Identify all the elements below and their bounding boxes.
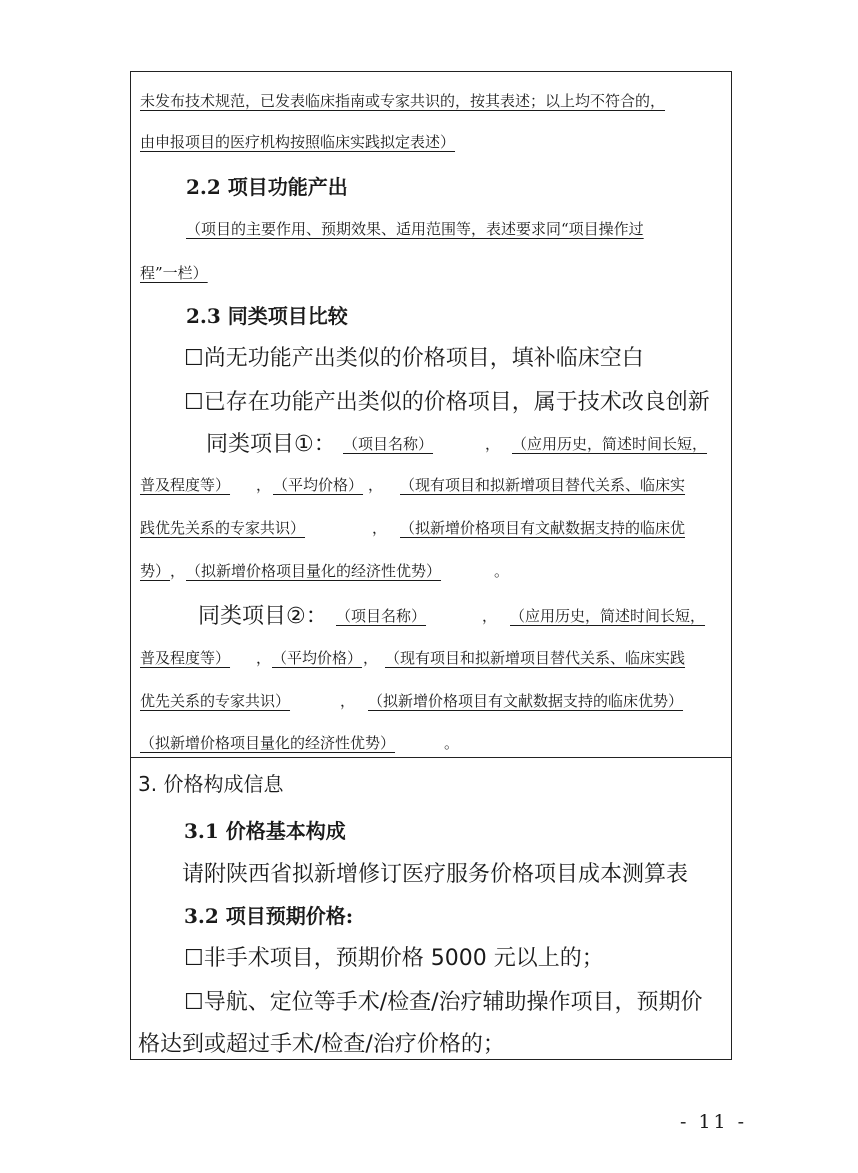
similar-item-1-consensus-cont[interactable]: 践优先关系的专家共识） — [140, 519, 306, 537]
text-line: 由申报项目的医疗机构按照临床实践拟定表述） — [140, 133, 456, 151]
text-3-1: 请附陕西省拟新增修订医疗服务价格项目成本测算表 — [182, 862, 689, 887]
similar-item-2-name[interactable]: （项目名称） — [336, 607, 427, 625]
separator: ， — [256, 649, 272, 667]
text-line: （项目的主要作用、预期效果、适用范围等，表述要求同“项目操作过 — [186, 220, 644, 238]
checkbox-option-similar-exists[interactable]: ☐已存在功能产出类似的价格项目，属于技术改良创新 — [184, 390, 710, 415]
heading-2-2: 2.2 项目功能产出 — [186, 175, 348, 199]
separator: ， — [372, 519, 388, 537]
similar-item-1-economic[interactable]: （拟新增价格项目量化的经济性优势） — [186, 562, 442, 580]
similar-item-1-label: 同类项目①： — [206, 432, 336, 457]
similar-item-1-price[interactable]: （平均价格） — [273, 476, 364, 494]
separator: ， — [170, 562, 186, 580]
separator: ， — [368, 476, 384, 494]
separator: ， — [482, 607, 498, 625]
separator: ， — [363, 649, 379, 667]
text-line: 程”一栏） — [140, 264, 208, 282]
heading-3-2: 3.2 项目预期价格: — [184, 904, 354, 928]
page-number: - 11 - — [680, 1111, 748, 1133]
similar-item-1-history[interactable]: （应用历史，简述时间长短， — [512, 435, 708, 453]
separator: 。 — [494, 562, 510, 580]
similar-item-2-price[interactable]: （平均价格） — [272, 649, 363, 667]
similar-item-1-history-cont[interactable]: 普及程度等） — [140, 476, 231, 494]
similar-item-2-consensus[interactable]: （现有项目和拟新增项目替代关系、临床实践 — [385, 649, 686, 667]
checkbox-option-non-surgical[interactable]: ☐非手术项目，预期价格 5000 元以上的； — [184, 946, 604, 971]
similar-item-2-history[interactable]: （应用历史，简述时间长短， — [510, 607, 706, 625]
similar-item-2-label: 同类项目②： — [198, 604, 328, 629]
separator: ， — [256, 476, 272, 494]
similar-item-1-advantage-cont[interactable]: 势） — [140, 562, 171, 580]
similar-item-1-advantage[interactable]: （拟新增价格项目有文献数据支持的临床优 — [400, 519, 686, 537]
section3-title: 3. 价格构成信息 — [138, 772, 284, 796]
similar-item-1-consensus[interactable]: （现有项目和拟新增项目替代关系、临床实 — [400, 476, 686, 494]
checkbox-option-navigation[interactable]: ☐导航、定位等手术/检查/治疗辅助操作项目，预期价 — [184, 990, 703, 1015]
heading-3-1: 3.1 价格基本构成 — [184, 819, 346, 843]
similar-item-2-economic[interactable]: （拟新增价格项目量化的经济性优势） — [140, 734, 396, 752]
text-line: 未发布技术规范，已发表临床指南或专家共识的，按其表述；以上均不符合的， — [140, 92, 666, 110]
separator: 。 — [444, 734, 460, 752]
text-line: 格达到或超过手术/检查/治疗价格的； — [138, 1032, 505, 1057]
separator: ， — [485, 435, 501, 453]
heading-2-3: 2.3 同类项目比较 — [186, 304, 348, 328]
similar-item-1-name[interactable]: （项目名称） — [343, 435, 434, 453]
similar-item-2-consensus-cont[interactable]: 优先关系的专家共识） — [140, 692, 291, 710]
separator: ， — [340, 692, 356, 710]
similar-item-2-advantage[interactable]: （拟新增价格项目有文献数据支持的临床优势） — [368, 692, 684, 710]
checkbox-option-no-similar[interactable]: ☐尚无功能产出类似的价格项目，填补临床空白 — [184, 346, 644, 371]
similar-item-2-history-cont[interactable]: 普及程度等） — [140, 649, 231, 667]
